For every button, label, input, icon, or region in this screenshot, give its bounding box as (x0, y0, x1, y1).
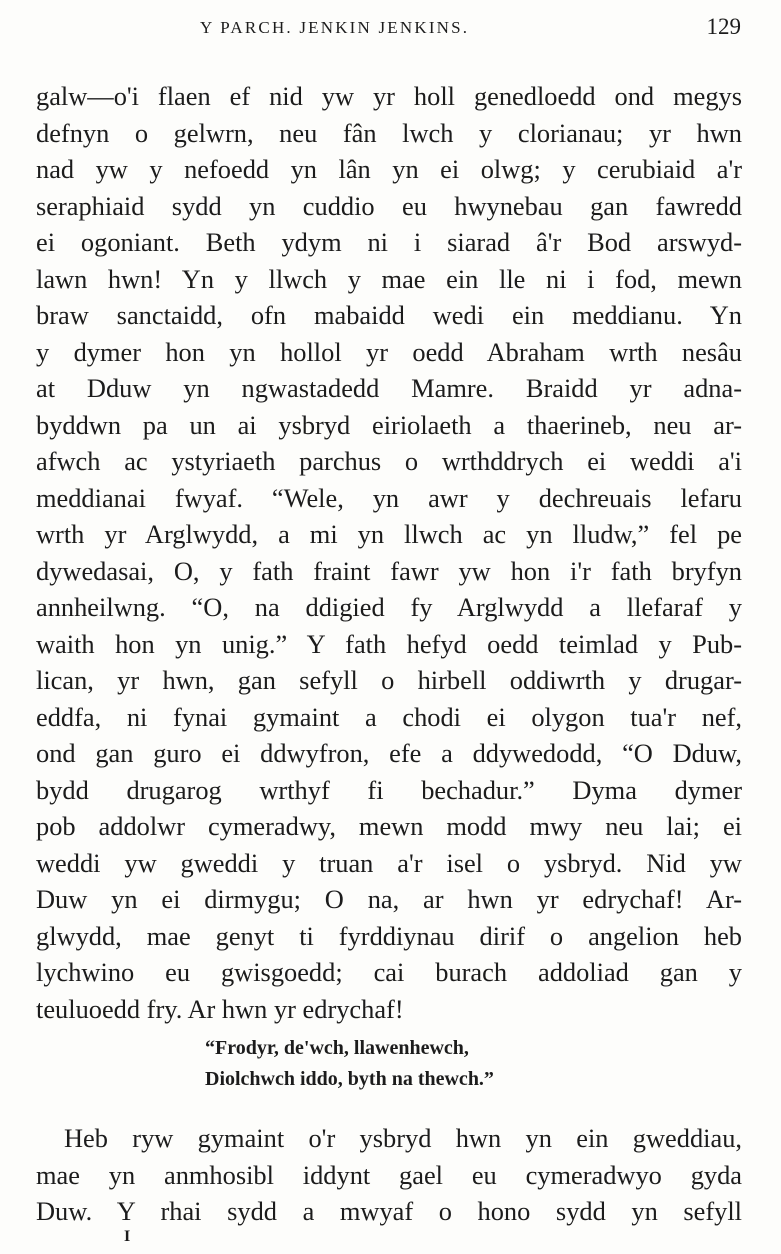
text-line: byddwn pa un ai ysbryd eiriolaeth a thaerineb, neu ar- (36, 409, 742, 440)
text-line: y dymer hon yn hollol yr oedd Abraham wrth nesâu (36, 336, 742, 367)
text-line: lican, yr hwn, gan sefyll o hirbell oddiwrth y drugar- (36, 665, 742, 695)
paragraph-2 (36, 1120, 742, 1230)
text-line: nad yw y nefoedd yn lân yn ei olwg; y cerubiaid a'r (36, 154, 742, 184)
text-line: lychwino eu gwisgoedd; cai burach addoliad gan y (36, 957, 742, 987)
text-line: ei ogoniant. Beth ydym ni i siarad â'r Bod arswyd- (36, 227, 742, 257)
text-line: waith hon yn unig.” Y fath hefyd oedd teimlad y Pub- (36, 628, 742, 659)
text-line: lawn hwn! Yn y llwch y mae ein lle ni i fod, mewn (36, 263, 742, 294)
text-line: glwydd, mae genyt ti fyrddiynau dirif o angelion heb (36, 920, 742, 951)
text-line: galw—o'i flaen ef nid yw yr holl genedloedd ond megys (36, 81, 742, 111)
text-line: braw sanctaidd, ofn mabaidd wedi ein meddianu. Yn (36, 300, 742, 330)
text-line: bydd drugarog wrthyf fi bechadur.” Dyma dymer (36, 774, 742, 805)
page-number: 129 (706, 14, 741, 39)
text-line: afwch ac ystyriaeth parchus o wrthddrych ei weddi a'i (36, 446, 742, 476)
text-line: weddi yw gweddi y truan a'r isel o ysbryd. Nid yw (36, 847, 742, 878)
text-line: defnyn o gelwrn, neu fân lwch y clorianau; yr hwn (36, 117, 742, 148)
text-line: pob addolwr cymeradwy, mewn modd mwy neu lai; ei (36, 811, 742, 841)
text-line: Duw yn ei dirmygu; O na, ar hwn yr edrychaf! Ar- (36, 884, 742, 914)
verse-line: “Frodyr, de'wch, llawenhewch, (205, 1037, 469, 1059)
paragraph-1 (36, 78, 742, 1027)
text-line: at Dduw yn ngwastadedd Mamre. Braidd yr adna- (36, 373, 742, 403)
text-line: eddfa, ni fynai gymaint a chodi ei olygon tua'r nef, (36, 701, 742, 732)
text-line: teuluoedd fry. Ar hwn yr edrychaf! (36, 993, 404, 1024)
signature-mark: I (124, 1228, 131, 1245)
text-line: wrth yr Arglwydd, a mi yn llwch ac yn lludw,” fel pe (36, 519, 742, 549)
text-line: Duw. Y rhai sydd a mwyaf o hono sydd yn sefyll (36, 1196, 742, 1226)
text-line: mae yn anmhosibl iddynt gael eu cymeradwyo gyda (36, 1159, 742, 1190)
running-head: Y PARCH. JENKIN JENKINS. (200, 18, 470, 37)
text-line: ond gan guro ei ddwyfron, efe a ddywedodd, “O Dduw, (36, 738, 742, 768)
text-line: dywedasai, O, y fath fraint fawr yw hon i'r fath bryfyn (36, 555, 742, 586)
text-line: seraphiaid sydd yn cuddio eu hwynebau gan fawredd (36, 190, 742, 221)
text-line: Heb ryw gymaint o'r ysbryd hwn yn ein gweddiau, (64, 1123, 742, 1153)
verse-line: Diolchwch iddo, byth na thewch.” (205, 1068, 494, 1090)
text-line: annheilwng. “O, na ddigied fy Arglwydd a llefaraf y (36, 592, 742, 622)
text-line: meddianai fwyaf. “Wele, yn awr y dechreuais lefaru (36, 482, 742, 513)
verse-quotation (205, 1033, 494, 1095)
page-header (0, 14, 781, 44)
